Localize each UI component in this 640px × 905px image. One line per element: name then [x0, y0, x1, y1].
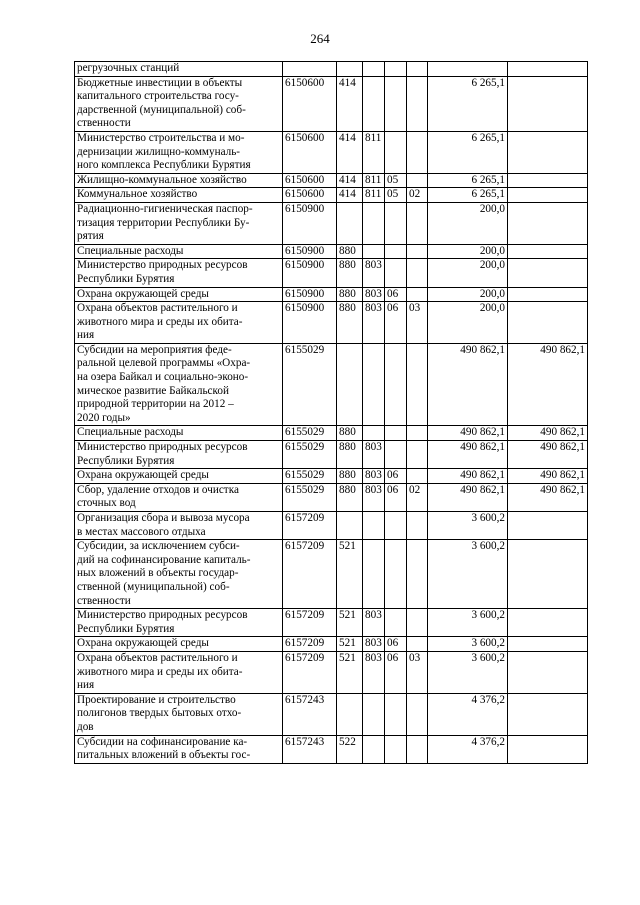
ministry-code-cell [363, 426, 385, 441]
row-name-cell: Министерство строительства и мо- дернизации жилищно-коммуналь- ного комплекса Республики Бурятия [75, 131, 283, 173]
expense-type-code-cell [337, 202, 363, 244]
table-row [75, 735, 588, 763]
ministry-code-cell: 803 [363, 609, 385, 637]
row-name-cell: Сбор, удаление отходов и очистка сточных вод [75, 483, 283, 511]
federal-amount-cell: 490 862,1 [508, 441, 588, 469]
federal-amount-cell [508, 693, 588, 735]
row-name-cell: Жилищно-коммунальное хозяйство [75, 173, 283, 188]
ministry-code-cell: 811 [363, 188, 385, 203]
row-name-cell: Министерство природных ресурсов Республики Бурятия [75, 609, 283, 637]
federal-amount-cell [508, 244, 588, 259]
expense-type-code-cell: 521 [337, 540, 363, 609]
amount-cell: 3 600,2 [428, 637, 508, 652]
subsection-code-cell [407, 512, 428, 540]
table-row [75, 259, 588, 287]
ministry-code-cell [363, 735, 385, 763]
target-article-code-cell: 6150600 [283, 188, 337, 203]
subsection-code-cell [407, 426, 428, 441]
federal-amount-cell: 490 862,1 [508, 426, 588, 441]
section-code-cell: 06 [385, 302, 407, 344]
federal-amount-cell [508, 202, 588, 244]
table-row [75, 441, 588, 469]
row-name-cell: Коммунальное хозяйство [75, 188, 283, 203]
target-article-code-cell: 6157209 [283, 651, 337, 693]
table-row [75, 62, 588, 77]
amount-cell: 200,0 [428, 202, 508, 244]
federal-amount-cell [508, 287, 588, 302]
expense-type-code-cell: 414 [337, 76, 363, 131]
amount-cell: 3 600,2 [428, 540, 508, 609]
budget-table-body [75, 62, 588, 764]
amount-cell: 6 265,1 [428, 188, 508, 203]
expense-type-code-cell: 521 [337, 637, 363, 652]
amount-cell: 6 265,1 [428, 131, 508, 173]
federal-amount-cell [508, 302, 588, 344]
expense-type-code-cell: 522 [337, 735, 363, 763]
row-name-cell: Охрана окружающей среды [75, 637, 283, 652]
federal-amount-cell: 490 862,1 [508, 469, 588, 484]
table-row [75, 131, 588, 173]
federal-amount-cell [508, 735, 588, 763]
federal-amount-cell [508, 131, 588, 173]
subsection-code-cell: 02 [407, 188, 428, 203]
amount-cell: 490 862,1 [428, 469, 508, 484]
row-name-cell: Охрана объектов растительного и животного мира и среды их обита- ния [75, 651, 283, 693]
amount-cell: 3 600,2 [428, 609, 508, 637]
row-name-cell: Радиационно-гигиеническая паспор- тизация территории Республики Бу- рятия [75, 202, 283, 244]
row-name-cell: Министерство природных ресурсов Республики Бурятия [75, 441, 283, 469]
ministry-code-cell [363, 540, 385, 609]
section-code-cell: 05 [385, 173, 407, 188]
ministry-code-cell [363, 62, 385, 77]
table-row [75, 426, 588, 441]
subsection-code-cell: 03 [407, 651, 428, 693]
page-number: 264 [310, 31, 330, 46]
subsection-code-cell [407, 244, 428, 259]
federal-amount-cell: 490 862,1 [508, 483, 588, 511]
budget-table [74, 61, 588, 764]
row-name-cell: Специальные расходы [75, 244, 283, 259]
section-code-cell [385, 76, 407, 131]
amount-cell: 4 376,2 [428, 693, 508, 735]
subsection-code-cell [407, 131, 428, 173]
amount-cell: 6 265,1 [428, 173, 508, 188]
section-code-cell [385, 512, 407, 540]
ministry-code-cell: 803 [363, 287, 385, 302]
amount-cell: 490 862,1 [428, 426, 508, 441]
target-article-code-cell: 6150600 [283, 76, 337, 131]
ministry-code-cell: 811 [363, 173, 385, 188]
ministry-code-cell: 803 [363, 483, 385, 511]
section-code-cell [385, 131, 407, 173]
amount-cell: 200,0 [428, 244, 508, 259]
ministry-code-cell [363, 512, 385, 540]
ministry-code-cell: 803 [363, 302, 385, 344]
target-article-code-cell: 6150900 [283, 287, 337, 302]
section-code-cell [385, 62, 407, 77]
expense-type-code-cell: 880 [337, 287, 363, 302]
federal-amount-cell: 490 862,1 [508, 343, 588, 426]
row-name-cell: Охрана объектов растительного и животного мира и среды их обита- ния [75, 302, 283, 344]
federal-amount-cell [508, 173, 588, 188]
subsection-code-cell [407, 62, 428, 77]
subsection-code-cell [407, 343, 428, 426]
ministry-code-cell: 803 [363, 469, 385, 484]
section-code-cell: 06 [385, 287, 407, 302]
table-row [75, 540, 588, 609]
federal-amount-cell [508, 540, 588, 609]
target-article-code-cell: 6150900 [283, 202, 337, 244]
target-article-code-cell [283, 62, 337, 77]
ministry-code-cell: 803 [363, 637, 385, 652]
section-code-cell: 06 [385, 483, 407, 511]
subsection-code-cell: 02 [407, 483, 428, 511]
subsection-code-cell [407, 735, 428, 763]
section-code-cell [385, 244, 407, 259]
section-code-cell [385, 441, 407, 469]
row-name-cell: Охрана окружающей среды [75, 469, 283, 484]
amount-cell: 3 600,2 [428, 512, 508, 540]
subsection-code-cell [407, 609, 428, 637]
expense-type-code-cell: 880 [337, 302, 363, 344]
section-code-cell [385, 693, 407, 735]
row-name-cell: Субсидии на мероприятия феде- ральной целевой программы «Охра- на озера Байкал и социально-эконо- мическое развитие Байкальской природной территории на 2012 – 2020 годы» [75, 343, 283, 426]
row-name-cell: Субсидии, за исключением субси- дий на софинансирование капиталь- ных вложений в объекты государ- ственной (муниципальной) соб- ственности [75, 540, 283, 609]
ministry-code-cell [363, 244, 385, 259]
table-row [75, 483, 588, 511]
amount-cell: 200,0 [428, 302, 508, 344]
amount-cell: 490 862,1 [428, 441, 508, 469]
federal-amount-cell [508, 76, 588, 131]
target-article-code-cell: 6157209 [283, 512, 337, 540]
row-name-cell: Охрана окружающей среды [75, 287, 283, 302]
subsection-code-cell [407, 259, 428, 287]
table-row [75, 173, 588, 188]
target-article-code-cell: 6157209 [283, 540, 337, 609]
table-row [75, 693, 588, 735]
amount-cell: 200,0 [428, 259, 508, 287]
subsection-code-cell [407, 540, 428, 609]
subsection-code-cell [407, 637, 428, 652]
amount-cell: 3 600,2 [428, 651, 508, 693]
federal-amount-cell [508, 259, 588, 287]
amount-cell: 490 862,1 [428, 483, 508, 511]
subsection-code-cell [407, 76, 428, 131]
table-row [75, 202, 588, 244]
subsection-code-cell [407, 441, 428, 469]
subsection-code-cell [407, 287, 428, 302]
section-code-cell [385, 343, 407, 426]
row-name-cell: Специальные расходы [75, 426, 283, 441]
amount-cell [428, 62, 508, 77]
expense-type-code-cell [337, 62, 363, 77]
target-article-code-cell: 6157209 [283, 609, 337, 637]
target-article-code-cell: 6157209 [283, 637, 337, 652]
expense-type-code-cell: 880 [337, 244, 363, 259]
section-code-cell [385, 259, 407, 287]
subsection-code-cell [407, 173, 428, 188]
table-row [75, 469, 588, 484]
target-article-code-cell: 6155029 [283, 483, 337, 511]
section-code-cell [385, 426, 407, 441]
row-name-cell: регрузочных станций [75, 62, 283, 77]
table-row [75, 76, 588, 131]
amount-cell: 490 862,1 [428, 343, 508, 426]
expense-type-code-cell [337, 693, 363, 735]
federal-amount-cell [508, 188, 588, 203]
target-article-code-cell: 6155029 [283, 441, 337, 469]
federal-amount-cell [508, 609, 588, 637]
section-code-cell: 06 [385, 651, 407, 693]
table-row [75, 287, 588, 302]
row-name-cell: Субсидии на софинансирование ка- питальных вложений в объекты гос- [75, 735, 283, 763]
target-article-code-cell: 6155029 [283, 426, 337, 441]
ministry-code-cell: 811 [363, 131, 385, 173]
amount-cell: 6 265,1 [428, 76, 508, 131]
federal-amount-cell [508, 62, 588, 77]
ministry-code-cell [363, 693, 385, 735]
expense-type-code-cell [337, 512, 363, 540]
ministry-code-cell: 803 [363, 651, 385, 693]
target-article-code-cell: 6150600 [283, 131, 337, 173]
amount-cell: 200,0 [428, 287, 508, 302]
section-code-cell [385, 735, 407, 763]
row-name-cell: Организация сбора и вывоза мусора в местах массового отдыха [75, 512, 283, 540]
expense-type-code-cell: 880 [337, 426, 363, 441]
target-article-code-cell: 6150600 [283, 173, 337, 188]
target-article-code-cell: 6157243 [283, 735, 337, 763]
table-row [75, 188, 588, 203]
section-code-cell [385, 609, 407, 637]
expense-type-code-cell: 414 [337, 188, 363, 203]
subsection-code-cell [407, 469, 428, 484]
expense-type-code-cell: 880 [337, 469, 363, 484]
subsection-code-cell [407, 693, 428, 735]
row-name-cell: Бюджетные инвестиции в объекты капитального строительства госу- дарственной (муниципальной) соб- ственности [75, 76, 283, 131]
row-name-cell: Министерство природных ресурсов Республики Бурятия [75, 259, 283, 287]
expense-type-code-cell: 880 [337, 259, 363, 287]
federal-amount-cell [508, 651, 588, 693]
federal-amount-cell [508, 637, 588, 652]
target-article-code-cell: 6150900 [283, 302, 337, 344]
federal-amount-cell [508, 512, 588, 540]
target-article-code-cell: 6155029 [283, 343, 337, 426]
expense-type-code-cell: 521 [337, 609, 363, 637]
target-article-code-cell: 6150900 [283, 259, 337, 287]
expense-type-code-cell: 414 [337, 131, 363, 173]
section-code-cell: 05 [385, 188, 407, 203]
expense-type-code-cell [337, 343, 363, 426]
expense-type-code-cell: 414 [337, 173, 363, 188]
target-article-code-cell: 6157243 [283, 693, 337, 735]
ministry-code-cell [363, 202, 385, 244]
section-code-cell [385, 540, 407, 609]
table-row [75, 343, 588, 426]
expense-type-code-cell: 880 [337, 483, 363, 511]
ministry-code-cell: 803 [363, 441, 385, 469]
ministry-code-cell [363, 76, 385, 131]
table-row [75, 651, 588, 693]
table-row [75, 512, 588, 540]
ministry-code-cell: 803 [363, 259, 385, 287]
table-row [75, 637, 588, 652]
row-name-cell: Проектирование и строительство полигонов твердых бытовых отхо- дов [75, 693, 283, 735]
subsection-code-cell: 03 [407, 302, 428, 344]
section-code-cell: 06 [385, 469, 407, 484]
amount-cell: 4 376,2 [428, 735, 508, 763]
target-article-code-cell: 6155029 [283, 469, 337, 484]
ministry-code-cell [363, 343, 385, 426]
section-code-cell [385, 202, 407, 244]
expense-type-code-cell: 880 [337, 441, 363, 469]
target-article-code-cell: 6150900 [283, 244, 337, 259]
table-row [75, 244, 588, 259]
table-row [75, 609, 588, 637]
expense-type-code-cell: 521 [337, 651, 363, 693]
table-row [75, 302, 588, 344]
section-code-cell: 06 [385, 637, 407, 652]
subsection-code-cell [407, 202, 428, 244]
